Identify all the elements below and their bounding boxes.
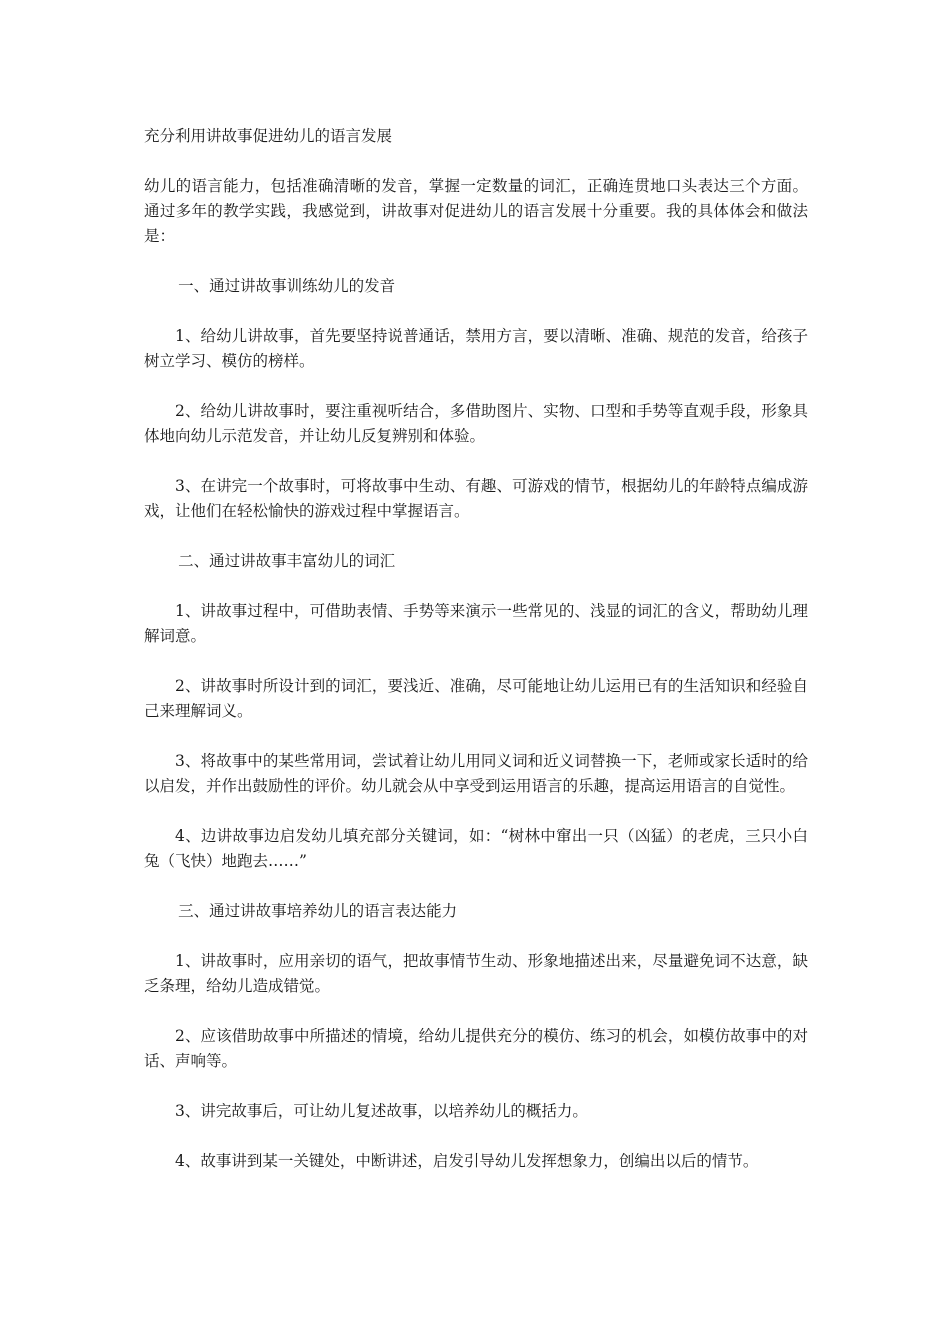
section-3-item-3: 3、讲完故事后，可让幼儿复述故事，以培养幼儿的概括力。	[175, 1102, 588, 1120]
section-2-item-1: 1、讲故事过程中，可借助表情、手势等来演示一些常见的、浅显的词汇的含义，帮助幼儿理解词意。	[144, 602, 808, 645]
section-2-item-4: 4、边讲故事边启发幼儿填充部分关键词，如：“树林中窜出一只（凶猛）的老虎，三只小白兔（飞快）地跑去……”	[144, 827, 808, 870]
section-1-item-2: 2、给幼儿讲故事时，要注重视听结合，多借助图片、实物、口型和手势等直观手段，形象具体地向幼儿示范发音，并让幼儿反复辨别和体验。	[144, 402, 808, 445]
document-title: 充分利用讲故事促进幼儿的语言发展	[144, 127, 393, 145]
section-2-item-3: 3、将故事中的某些常用词，尝试着让幼儿用同义词和近义词替换一下，老师或家长适时的给以启发，并作出鼓励性的评价。幼儿就会从中享受到运用语言的乐趣，提高运用语言的自觉性。	[144, 752, 808, 795]
section-1-item-3: 3、在讲完一个故事时，可将故事中生动、有趣、可游戏的情节，根据幼儿的年龄特点编成游戏，让他们在轻松愉快的游戏过程中掌握语言。	[144, 477, 808, 520]
document-body	[144, 124, 808, 1199]
section-3-item-4: 4、故事讲到某一关键处，中断讲述，启发引导幼儿发挥想象力，创编出以后的情节。	[175, 1152, 759, 1170]
section-heading-3: 三、通过讲故事培养幼儿的语言表达能力	[178, 902, 458, 920]
section-3-item-2: 2、应该借助故事中所描述的情境，给幼儿提供充分的模仿、练习的机会，如模仿故事中的对话、声响等。	[144, 1027, 808, 1070]
section-heading-1: 一、通过讲故事训练幼儿的发音	[178, 277, 396, 295]
section-1-item-1: 1、给幼儿讲故事，首先要坚持说普通话，禁用方言，要以清晰、准确、规范的发音，给孩子树立学习、模仿的榜样。	[144, 327, 808, 370]
section-3-item-1: 1、讲故事时，应用亲切的语气，把故事情节生动、形象地描述出来，尽量避免词不达意，缺乏条理，给幼儿造成错觉。	[144, 952, 808, 995]
section-2-item-2: 2、讲故事时所设计到的词汇，要浅近、准确，尽可能地让幼儿运用已有的生活知识和经验自己来理解词义。	[144, 677, 808, 720]
intro-paragraph: 幼儿的语言能力，包括准确清晰的发音，掌握一定数量的词汇，正确连贯地口头表达三个方面。通过多年的教学实践，我感觉到，讲故事对促进幼儿的语言发展十分重要。我的具体体会和做法是：	[144, 177, 808, 245]
section-heading-2: 二、通过讲故事丰富幼儿的词汇	[178, 552, 396, 570]
